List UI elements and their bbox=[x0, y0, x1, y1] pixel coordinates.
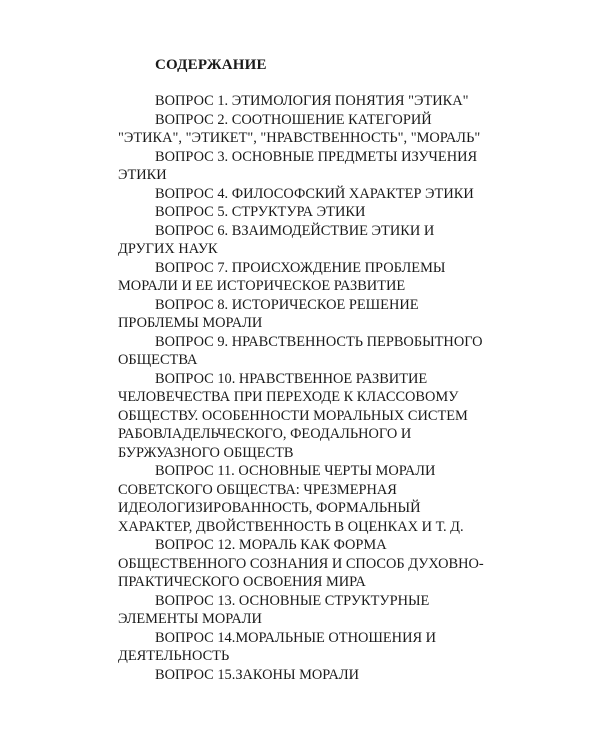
toc-line: ИДЕОЛОГИЗИРОВАННОСТЬ, ФОРМАЛЬНЫЙ bbox=[118, 500, 421, 516]
toc-line: ВОПРОС 9. НРАВСТВЕННОСТЬ ПЕРВОБЫТНОГО bbox=[155, 333, 483, 350]
toc-entry bbox=[118, 222, 518, 259]
toc-entry bbox=[118, 462, 518, 536]
toc-line: РАБОВЛАДЕЛЬЧЕСКОГО, ФЕОДАЛЬНОГО И bbox=[118, 426, 412, 442]
toc-line: ДЕЯТЕЛЬНОСТЬ bbox=[118, 648, 230, 664]
toc-line: БУРЖУАЗНОГО ОБЩЕСТВ bbox=[118, 444, 294, 461]
toc-line: ВОПРОС 7. ПРОИСХОЖДЕНИЕ ПРОБЛЕМЫ bbox=[155, 259, 446, 276]
toc-line: ПРОБЛЕМЫ МОРАЛИ bbox=[118, 315, 263, 331]
toc-entry bbox=[118, 185, 518, 204]
toc-line: ВОПРОС 12. МОРАЛЬ КАК ФОРМА bbox=[155, 537, 387, 553]
toc-line: ВОПРОС 6. ВЗАИМОДЕЙСТВИЕ ЭТИКИ И bbox=[155, 222, 435, 239]
toc-line: ВОПРОС 11. ОСНОВНЫЕ ЧЕРТЫ МОРАЛИ bbox=[155, 463, 436, 479]
toc-line: ВОПРОС 10. НРАВСТВЕННОЕ РАЗВИТИЕ bbox=[155, 370, 428, 387]
toc-entry bbox=[118, 536, 518, 592]
toc-line: ОБЩЕСТВЕННОГО СОЗНАНИЯ И СПОСОБ ДУХОВНО- bbox=[118, 555, 484, 572]
toc-entry bbox=[118, 592, 518, 629]
toc-line: ЭТИКИ bbox=[118, 167, 167, 183]
toc-line: ВОПРОС 14.МОРАЛЬНЫЕ ОТНОШЕНИЯ И bbox=[155, 629, 437, 646]
toc-entry bbox=[118, 203, 518, 222]
toc-line: "ЭТИКА", "ЭТИКЕТ", "НРАВСТВЕННОСТЬ", "МОРАЛЬ" bbox=[118, 130, 481, 146]
toc-entry bbox=[118, 111, 518, 148]
toc-entry bbox=[118, 666, 518, 685]
toc-entry bbox=[118, 370, 518, 463]
toc-entry bbox=[118, 148, 518, 185]
toc-line: МОРАЛИ И ЕЕ ИСТОРИЧЕСКОЕ РАЗВИТИЕ bbox=[118, 278, 406, 294]
toc-line: ХАРАКТЕР, ДВОЙСТВЕННОСТЬ В ОЦЕНКАХ И Т. Д. bbox=[118, 518, 464, 535]
toc-line: ЧЕЛОВЕЧЕСТВА ПРИ ПЕРЕХОДЕ К КЛАССОВОМУ bbox=[118, 389, 459, 405]
toc-line: ВОПРОС 15.ЗАКОНЫ МОРАЛИ bbox=[155, 666, 359, 683]
toc-line: ВОПРОС 2. СООТНОШЕНИЕ КАТЕГОРИЙ bbox=[155, 111, 432, 128]
toc-line: СОВЕТСКОГО ОБЩЕСТВА: ЧРЕЗМЕРНАЯ bbox=[118, 481, 397, 498]
toc-line: ВОПРОС 1. ЭТИМОЛОГИЯ ПОНЯТИЯ "ЭТИКА" bbox=[155, 93, 469, 109]
toc-line: ВОПРОС 8. ИСТОРИЧЕСКОЕ РЕШЕНИЕ bbox=[155, 296, 419, 313]
toc-line: ВОПРОС 4. ФИЛОСОФСКИЙ ХАРАКТЕР ЭТИКИ bbox=[155, 185, 474, 202]
toc-line: ПРАКТИЧЕСКОГО ОСВОЕНИЯ МИРА bbox=[118, 574, 366, 590]
table-of-contents bbox=[118, 92, 518, 684]
toc-entry bbox=[118, 629, 518, 666]
toc-line: ОБЩЕСТВУ. ОСОБЕННОСТИ МОРАЛЬНЫХ СИСТЕМ bbox=[118, 407, 468, 424]
toc-entry bbox=[118, 296, 518, 333]
toc-line: ВОПРОС 3. ОСНОВНЫЕ ПРЕДМЕТЫ ИЗУЧЕНИЯ bbox=[155, 148, 478, 165]
toc-entry bbox=[118, 333, 518, 370]
toc-line: ВОПРОС 5. СТРУКТУРА ЭТИКИ bbox=[155, 204, 366, 220]
toc-entry bbox=[118, 259, 518, 296]
toc-line: ОБЩЕСТВА bbox=[118, 352, 198, 368]
toc-line: ЭЛЕМЕНТЫ МОРАЛИ bbox=[118, 611, 262, 627]
toc-entry bbox=[118, 92, 518, 111]
toc-line: ДРУГИХ НАУК bbox=[118, 241, 218, 257]
page-title: СОДЕРЖАНИЕ bbox=[155, 57, 267, 73]
toc-line: ВОПРОС 13. ОСНОВНЫЕ СТРУКТУРНЫЕ bbox=[155, 592, 430, 609]
